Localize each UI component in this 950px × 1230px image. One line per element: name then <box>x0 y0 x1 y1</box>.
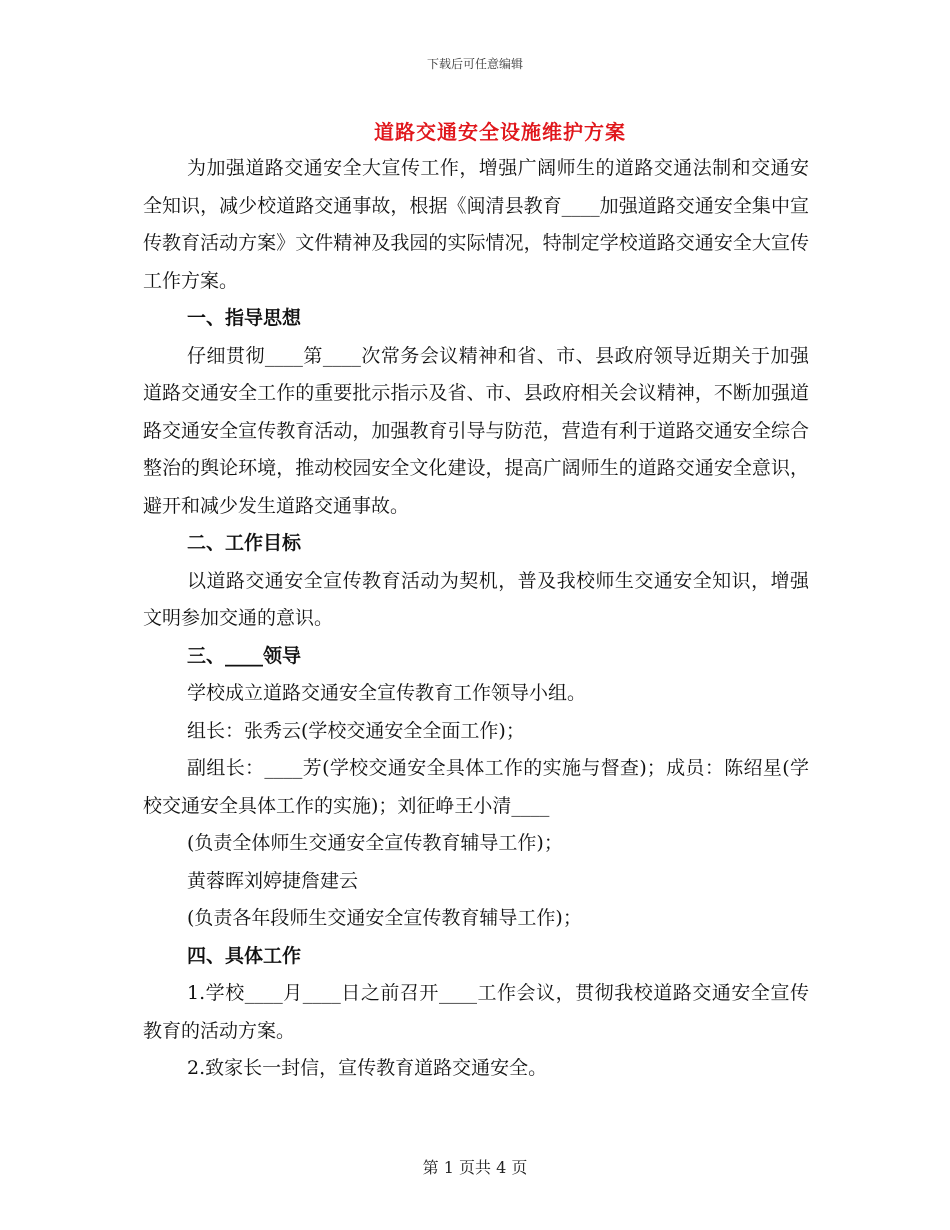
section-heading-guiding-thought: 一、指导思想 <box>187 307 302 329</box>
document-body <box>143 150 809 1088</box>
work-item-1: 1.学校____月____日之前召开____工作会议，贯彻我校道路交通安全宣传教育的活动方案。 <box>143 982 809 1042</box>
group-leader-line: 组长：张秀云(学校交通安全全面工作)； <box>187 719 525 742</box>
intro-paragraph: 为加强道路交通安全大宣传工作，增强广阔师生的道路交通法制和交通安全知识，减少校道路交通事故，根据《闽清县教育____加强道路交通安全集中宣传教育活动方案》文件精神及我园的实际情况，特制定学校道路交通安全大宣传工作方案。 <box>143 157 809 292</box>
document-title: 道路交通安全设施维护方案 <box>374 120 626 144</box>
work-item-2: 2.致家长一封信，宣传教育道路交通安全。 <box>187 1057 548 1079</box>
section-heading-work-goals: 二、工作目标 <box>187 532 302 554</box>
members-names-line: 黄蓉晖刘婷捷詹建云 <box>187 869 359 892</box>
members-duty-line-2: (负责各年段师生交通安全宣传教育辅导工作)； <box>187 907 582 929</box>
deputy-and-members-paragraph: 副组长：____芳(学校交通安全具体工作的实施与督查)；成员：陈绍星(学校交通安全具体工作的实施)；刘征峥王小清____ <box>143 757 809 817</box>
leadership-group-line: 学校成立道路交通安全宣传教育工作领导小组。 <box>187 682 587 704</box>
section-heading-specific-work: 四、具体工作 <box>187 944 302 967</box>
work-goals-paragraph: 以道路交通安全宣传教育活动为契机，普及我校师生交通安全知识，增强文明参加交通的意识。 <box>143 569 809 629</box>
guiding-thought-paragraph: 仔细贯彻____第____次常务会议精神和省、市、县政府领导近期关于加强道路交通安全工作的重要批示指示及省、市、县政府相关会议精神，不断加强道路交通安全宣传教育活动，加强教育引导与防范，营造有利于道路交通安全综合整治的舆论环境，推动校园安全文化建设，提高广阔师生的道路交通安全意识，避开和减少发生道路交通事故。 <box>143 344 809 517</box>
members-duty-line: (负责全体师生交通安全宣传教育辅导工作)； <box>187 832 563 854</box>
header-note: 下载后可任意编辑 <box>426 57 523 71</box>
page-number-footer: 第 1 页共 4 页 <box>422 1158 528 1177</box>
section-heading-leadership: 三、____领导 <box>187 644 302 667</box>
